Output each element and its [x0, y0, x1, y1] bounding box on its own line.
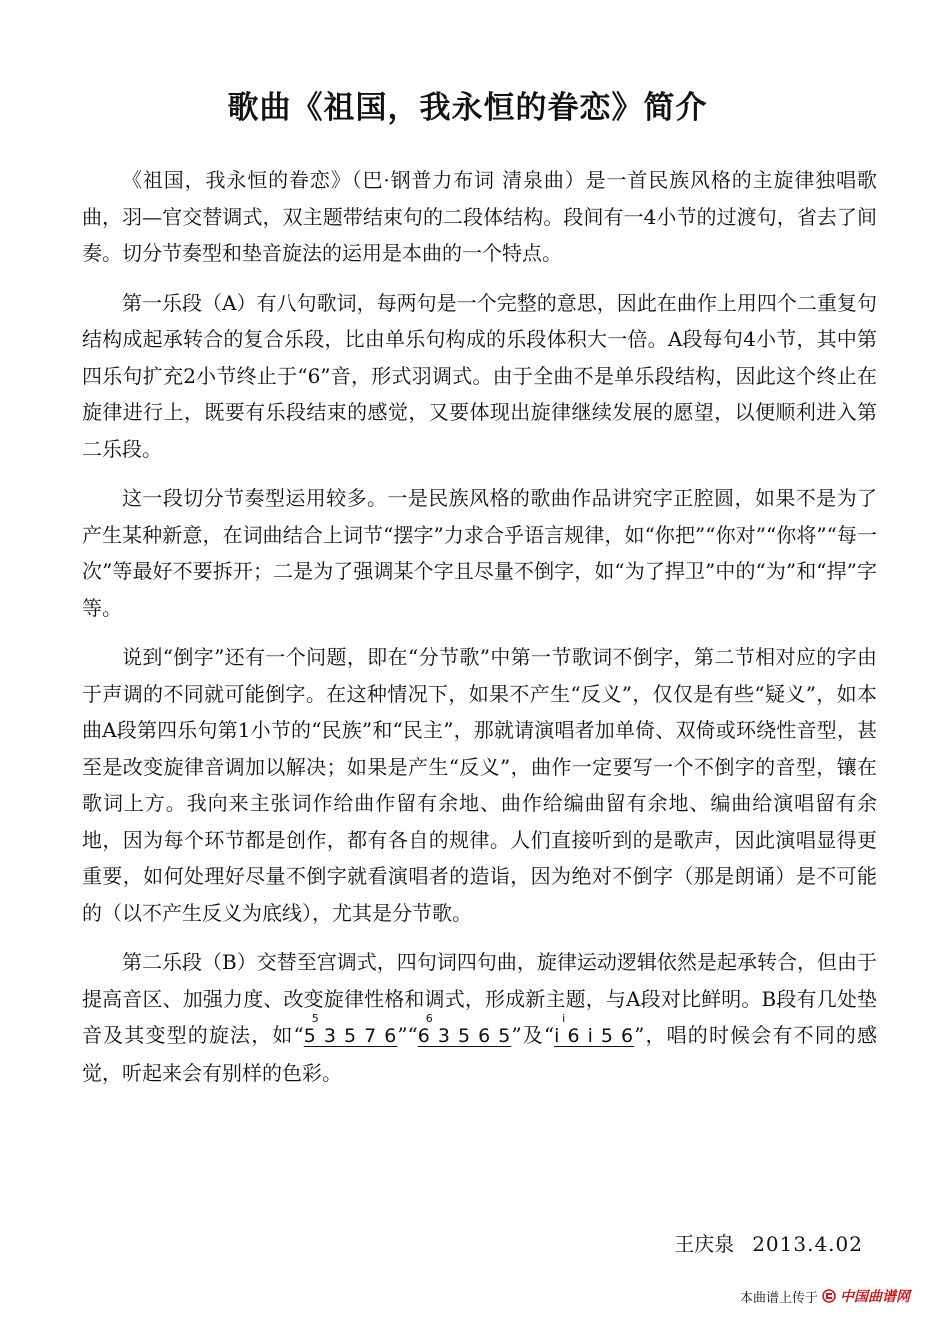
site-logo-icon — [822, 1289, 836, 1303]
grace-note-1: 5 — [311, 1012, 320, 1025]
paragraph-syncopation: 这一段切分节奏型运用较多。一是民族风格的歌曲作品讲究字正腔圆，如果不是为了产生某种新意，在词曲结合上词节“摆字”力求合乎语言规律，如“你把”“你对”“你将”“每一次”等最好不要拆开；二是为了强调某个字且尽量不倒字，如“为了捍卫”中的“为”和“捍”字等。 — [82, 486, 877, 620]
paragraph-section-b — [82, 944, 877, 1091]
paragraph-section-a: 第一乐段（A）有八句歌词，每两句是一个完整的意思，因此在曲作上用四个二重复句结构成起承转合的复合乐段，比由单乐句构成的乐段体积大一倍。A段每句4小节，其中第四乐句扩充2小节终止于“6”音，形式羽调式。由于全曲不是单乐段结构，因此这个终止在旋律进行上，既要有乐段结束的感觉，又要体现出旋律继续发展的愿望，以便顺利进入第二乐段。 — [82, 290, 877, 461]
signature-date: 2013.4.02 — [752, 1232, 863, 1256]
document-title: 歌曲《祖国，我永恒的眷恋》简介 — [227, 90, 708, 126]
notation-main-2: 6 3 5 6 5 — [417, 1025, 512, 1047]
signature — [674, 1228, 863, 1257]
notation-example-2 — [417, 1012, 512, 1055]
notation-separator-1: ”“ — [397, 1023, 418, 1047]
paragraph-intro: 《祖国，我永恒的眷恋》（巴·钢普力布词 清泉曲）是一首民族风格的主旋律独唱歌曲，羽—官交替调式，双主题带结束句的二段体结构。段间有一4小节的过渡句，省去了间奏。切分节奏型和垫音旋法的运用是本曲的一个特点。 — [82, 168, 877, 265]
footer-watermark — [740, 1286, 910, 1306]
article-body — [82, 162, 877, 1104]
author-name: 王庆泉 — [674, 1232, 735, 1256]
site-name-link[interactable]: 中国曲谱网 — [840, 1289, 910, 1305]
notation-separator-2: ”及“ — [511, 1023, 555, 1047]
section-b-text-b: ”，唱的时候会有不同的感觉，听起来会有别样的色彩。 — [82, 1023, 877, 1085]
notation-main-1: 5 3 5 7 6 — [303, 1025, 398, 1047]
upload-text: 本曲谱上传于 — [739, 1290, 818, 1306]
paragraph-inverted-tones: 说到“倒字”还有一个问题，即在“分节歌”中第一节歌词不倒字，第二节相对应的字由于声调的不同就可能倒字。在这种情况下，如果不产生“反义”，仅仅是有些“疑义”，如本曲A段第四乐句第1小节的“民族”和“民主”，那就请演唱者加单倚、双倚或环绕性音型，甚至是改变旋律音调加以解决；如果是产生“反义”，曲作一定要写一个不倒字的音型，镶在歌词上方。我向来主张词作给曲作留有余地、曲作给编曲留有余地、编曲给演唱留有余地，因为每个环节都是创作，都有各自的规律。人们直接听到的是歌声，因此演唱显得更重要，如何处理好尽量不倒字就看演唱者的造诣，因为绝对不倒字（那是朗诵）是不可能的（以不产生反义为底线），尤其是分节歌。 — [82, 645, 877, 925]
grace-note-2: 6 — [425, 1012, 434, 1025]
section-b-text-a: 第二乐段（B）交替至宫调式，四句词四句曲，旋律运动逻辑依然是起承转合，但由于提高音区、加强力度、改变旋律性格和调式，形成新主题，与A段对比鲜明。B段有几处垫音及其变型的旋法，如“ — [82, 950, 877, 1047]
notation-example-1 — [303, 1012, 398, 1055]
grace-note-3: i — [562, 1012, 567, 1025]
notation-main-3: i 6 i 5 6 — [554, 1025, 635, 1047]
notation-example-3 — [554, 1012, 635, 1055]
